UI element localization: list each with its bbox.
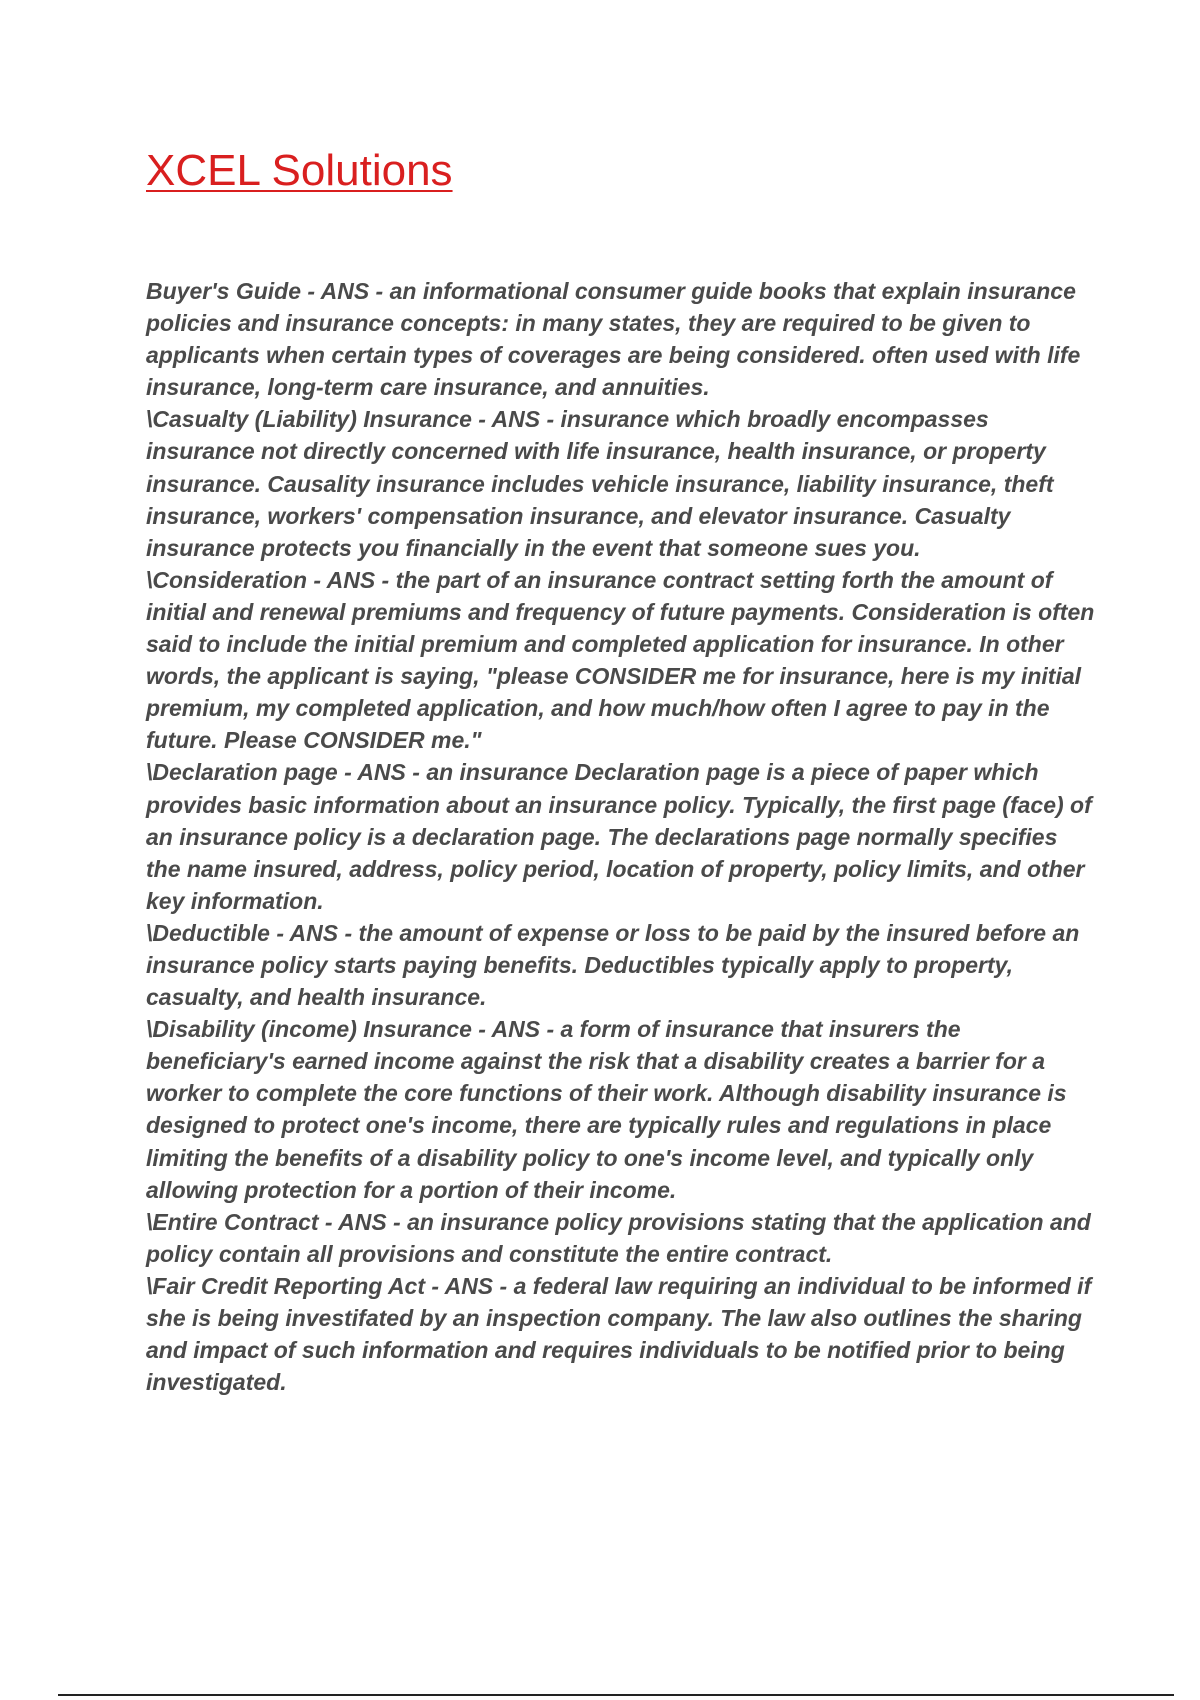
document-title: XCEL Solutions	[146, 146, 453, 195]
glossary-entry-buyers-guide: Buyer's Guide - ANS - an informational consumer guide books that explain insurance policies and insurance concepts: in many states, they are required to be given to applicants when certain types of coverages are being considered. often used with life insurance, long-term care insurance, and annuities.	[146, 278, 1081, 401]
glossary-entry-casualty-insurance: \Casualty (Liability) Insurance - ANS - insurance which broadly encompasses insurance not directly concerned with life insurance, health insurance, or property insurance. Causality insurance includes vehicle insurance, liability insurance, theft insurance, workers' compensation insurance, and elevator insurance. Casualty insurance protects you financially in the event that someone sues you.	[146, 406, 1054, 561]
page-bottom-rule	[58, 1694, 1174, 1696]
glossary-body	[146, 275, 1096, 1398]
glossary-entry-declaration-page: \Declaration page - ANS - an insurance Declaration page is a piece of paper which provides basic information about an insurance policy. Typically, the first page (face) of an insurance policy is a declaration page. The declarations page normally specifies the name insured, address, policy period, location of property, policy limits, and other key information.	[146, 759, 1092, 914]
glossary-entry-disability-insurance: \Disability (income) Insurance - ANS - a form of insurance that insurers the beneficiary's earned income against the risk that a disability creates a barrier for a worker to complete the core functions of their work. Although disability insurance is designed to protect one's income, there are typically rules and regulations in place limiting the benefits of a disability policy to one's income level, and typically only allowing protection for a portion of their income.	[146, 1016, 1067, 1203]
glossary-entry-entire-contract: \Entire Contract - ANS - an insurance policy provisions stating that the application and policy contain all provisions and constitute the entire contract.	[146, 1208, 1091, 1267]
glossary-entry-fair-credit-reporting-act: \Fair Credit Reporting Act - ANS - a federal law requiring an individual to be informed if she is being investifated by an inspection company. The law also outlines the sharing and impact of such information and requires individuals to be notified prior to being investigated.	[146, 1272, 1092, 1396]
glossary-entry-deductible: \Deductible - ANS - the amount of expense or loss to be paid by the insured before an insurance policy starts paying benefits. Deductibles typically apply to property, casualty, and health insurance.	[146, 919, 1080, 1011]
glossary-entry-consideration: \Consideration - ANS - the part of an insurance contract setting forth the amount of initial and renewal premiums and frequency of future payments. Consideration is often said to include the initial premium and completed application for insurance. In other words, the applicant is saying, "please CONSIDER me for insurance, here is my initial premium, my completed application, and how much/how often I agree to pay in the future. Please CONSIDER me."	[146, 566, 1095, 754]
